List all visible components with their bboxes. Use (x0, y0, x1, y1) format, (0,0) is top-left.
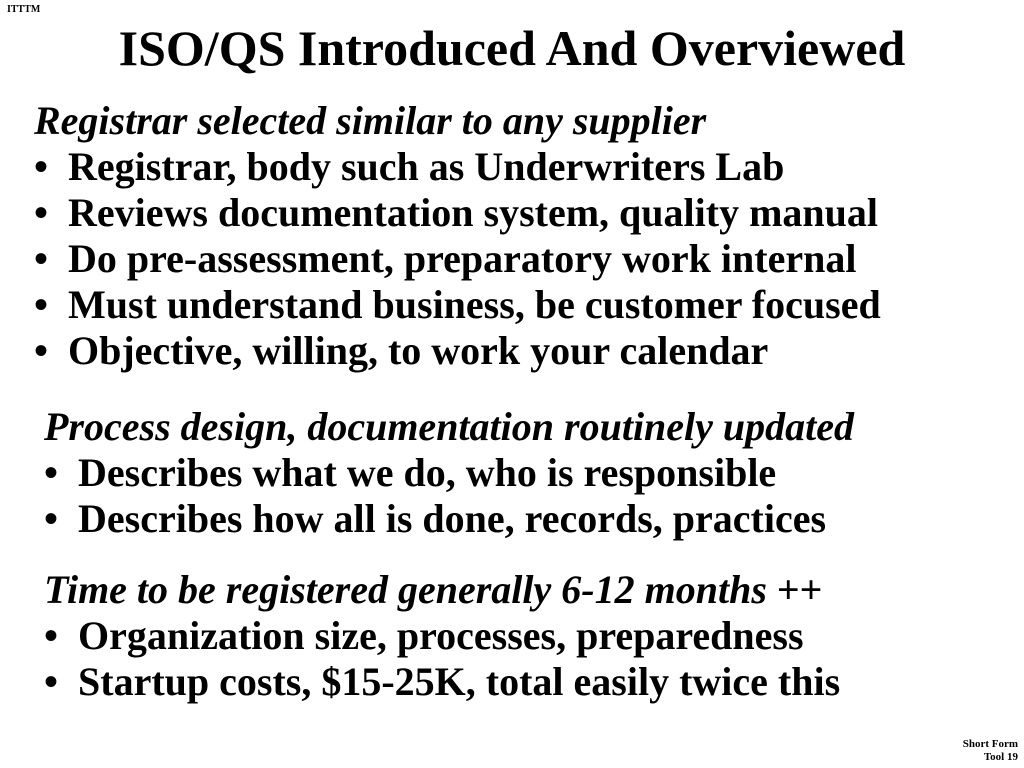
bullet-icon: • (34, 144, 49, 189)
bullet-icon: • (34, 328, 49, 373)
bullet-item (44, 613, 840, 659)
bullet-text: Do pre-assessment, preparatory work internal (68, 236, 857, 281)
bullet-item (44, 496, 854, 542)
bullet-icon: • (34, 236, 49, 281)
bullet-item (34, 144, 881, 190)
bullet-icon: • (44, 659, 59, 704)
section-heading: Process design, documentation routinely updated (44, 404, 855, 449)
section-heading (44, 567, 840, 613)
bullet-list (34, 144, 881, 374)
bullet-text: Registrar, body such as Underwriters Lab (68, 144, 785, 189)
bullet-text: Describes what we do, who is responsible (78, 450, 777, 495)
bullet-icon: • (34, 282, 49, 327)
slide-title: ISO/QS Introduced And Overviewed (118, 20, 906, 76)
bullet-text: Describes how all is done, records, practices (78, 496, 827, 541)
footer-line-1: Short Form (962, 738, 1018, 750)
section-process-design (44, 404, 854, 542)
section-heading-text: Time to be registered generally 6-12 months (44, 567, 767, 612)
bullet-item (34, 190, 881, 236)
bullet-item (44, 659, 840, 705)
bullet-icon: • (34, 190, 49, 235)
bullet-text: Reviews documentation system, quality manual (68, 190, 879, 235)
bullet-text: Must understand business, be customer focused (68, 282, 881, 327)
section-registration-time (44, 567, 840, 705)
corner-label: ITTTM (7, 4, 41, 15)
bullet-list (44, 450, 854, 542)
footer-label (963, 738, 1018, 764)
bullet-text: Organization size, processes, preparedness (78, 613, 804, 658)
footer-line-2: Tool 19 (983, 751, 1018, 763)
bullet-item (44, 450, 854, 496)
bullet-text: Startup costs, $15-25K, total easily twice this (78, 659, 841, 704)
bullet-item (34, 236, 881, 282)
section-heading-suffix: ++ (776, 567, 823, 612)
bullet-item (34, 282, 881, 328)
bullet-item (34, 328, 881, 374)
bullet-text: Objective, willing, to work your calendar (68, 328, 769, 373)
bullet-list (44, 613, 840, 705)
bullet-icon: • (44, 450, 59, 495)
bullet-icon: • (44, 613, 59, 658)
bullet-icon: • (44, 496, 59, 541)
section-registrar (34, 98, 881, 374)
section-heading: Registrar selected similar to any supplier (34, 98, 707, 143)
